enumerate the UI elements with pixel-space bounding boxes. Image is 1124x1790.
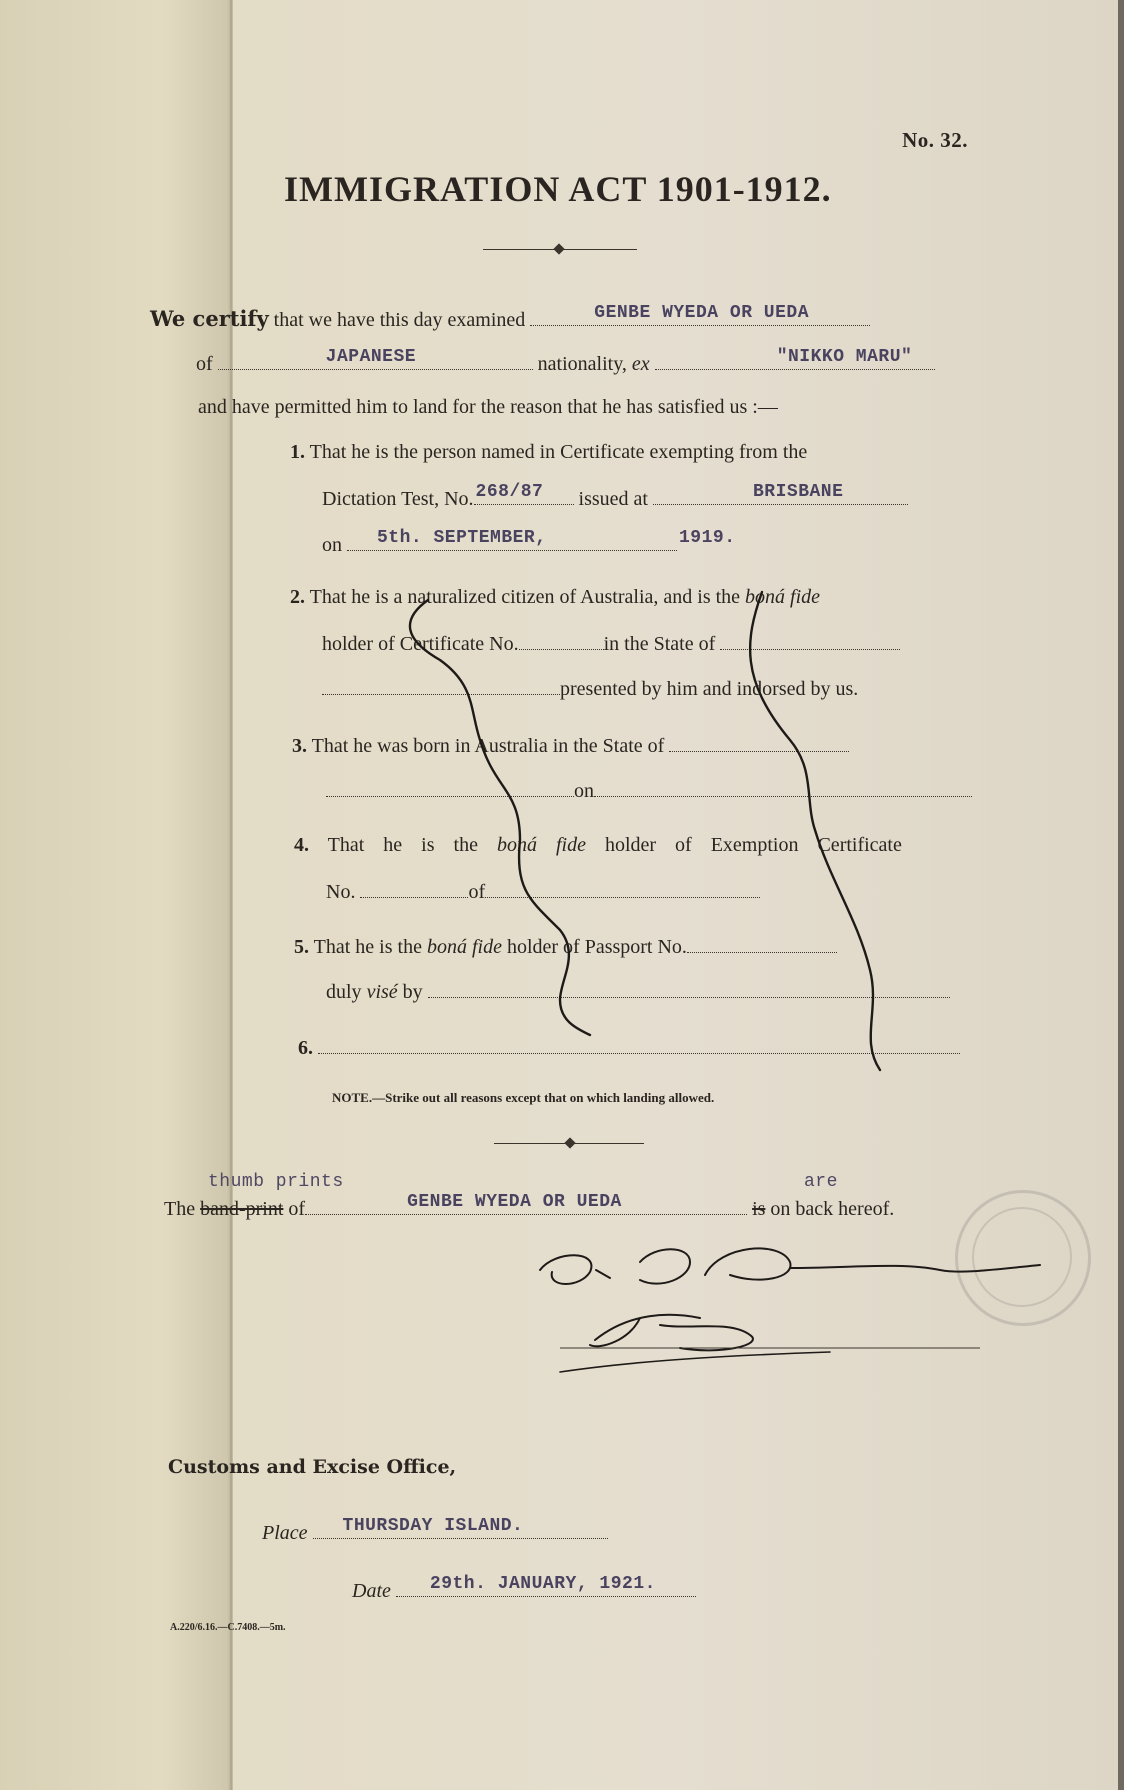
on-label: on <box>322 534 342 556</box>
reason-3-number: 3. <box>292 735 307 757</box>
holder-cert-label: holder of Certificate No. <box>322 633 519 655</box>
band-print-struck: band-print <box>200 1198 284 1220</box>
place-label: Place <box>262 1522 308 1544</box>
exemption-no-label: No. <box>326 881 356 903</box>
dictation-label: Dictation Test, No. <box>322 488 474 510</box>
in-state-label: in the State of <box>603 633 716 655</box>
thumb-name-value: GENBE WYEDA OR UEDA <box>407 1192 622 1212</box>
exemption-of-label: of <box>468 881 486 903</box>
reason-2-bona-fide: boná fide <box>745 586 821 608</box>
dictation-cert-value: 268/87 <box>475 482 544 502</box>
signature-1 <box>540 1248 1040 1284</box>
on-back-label: on back hereof. <box>770 1198 895 1220</box>
thumb-of-label: of <box>288 1198 306 1220</box>
date-value: 29th. JANUARY, 1921. <box>429 1574 656 1594</box>
note-label: NOTE. <box>332 1090 373 1105</box>
strike-curve-right <box>750 592 880 1070</box>
nationality-label: nationality, <box>537 353 627 375</box>
of-label: of <box>196 353 213 375</box>
place-value: THURSDAY ISLAND. <box>342 1516 524 1536</box>
by-label: by <box>402 981 423 1003</box>
examined-text: that we have this day examined <box>273 309 526 331</box>
examined-name-value: GENBE WYEDA OR UEDA <box>594 303 809 323</box>
duly-label: duly <box>326 981 362 1003</box>
issue-date-value: 5th. SEPTEMBER, <box>377 528 547 548</box>
reason-4-holder: holder of Exemption Certificate <box>604 834 902 856</box>
print-code: A.220/6.16.—C.7408.—5m. <box>170 1622 286 1633</box>
issue-year-value: 1919. <box>679 528 736 548</box>
reason-6-number: 6. <box>298 1037 313 1059</box>
date-label: Date <box>352 1580 391 1602</box>
reason-4-bona-fide: boná fide <box>496 834 586 856</box>
permitted-line: and have permitted him to land for the reason that he has satisfied us :— <box>198 396 778 418</box>
reason-2-text: That he is a naturalized citizen of Australia, and is the <box>309 586 741 608</box>
thumb-prints-correction: thumb prints <box>208 1172 344 1192</box>
vise-label: visé <box>366 981 398 1003</box>
page-title: IMMIGRATION ACT 1901-1912. <box>284 169 832 209</box>
note-text: —Strike out all reasons except that on which landing allowed. <box>372 1090 715 1105</box>
reason-5-number: 5. <box>294 936 309 958</box>
reason-4-text: That he is the <box>327 834 478 856</box>
strike-curve-left <box>410 600 590 1035</box>
signature-underline <box>560 1352 830 1372</box>
reason-5-text: That he is the <box>313 936 422 958</box>
reason-5-holder: holder of Passport No. <box>506 936 687 958</box>
reason-2-number: 2. <box>290 586 305 608</box>
issued-place-value: BRISBANE <box>752 482 844 502</box>
presented-label: presented by him and indorsed by us. <box>560 678 859 700</box>
born-on-label: on <box>574 780 594 802</box>
document-number: No. 32. <box>902 128 968 152</box>
reason-4-number: 4. <box>294 834 309 856</box>
is-struck: is <box>752 1198 766 1220</box>
issued-at-label: issued at <box>578 488 648 510</box>
reason-1-number: 1. <box>290 441 305 463</box>
reason-5-bona-fide: boná fide <box>426 936 502 958</box>
the-label: The <box>164 1198 196 1220</box>
we-certify-label: We certify <box>150 306 269 331</box>
nationality-value: JAPANESE <box>325 347 417 367</box>
are-correction: are <box>804 1172 838 1192</box>
ex-label: ex <box>631 353 650 375</box>
reason-3-text: That he was born in Australia in the State of <box>311 735 665 757</box>
reason-1-text: That he is the person named in Certificate exempting from the <box>309 441 808 463</box>
signature-2 <box>590 1315 753 1351</box>
office-heading: Customs and Excise Office, <box>168 1456 457 1478</box>
ship-value: "NIKKO MARU" <box>776 347 913 367</box>
